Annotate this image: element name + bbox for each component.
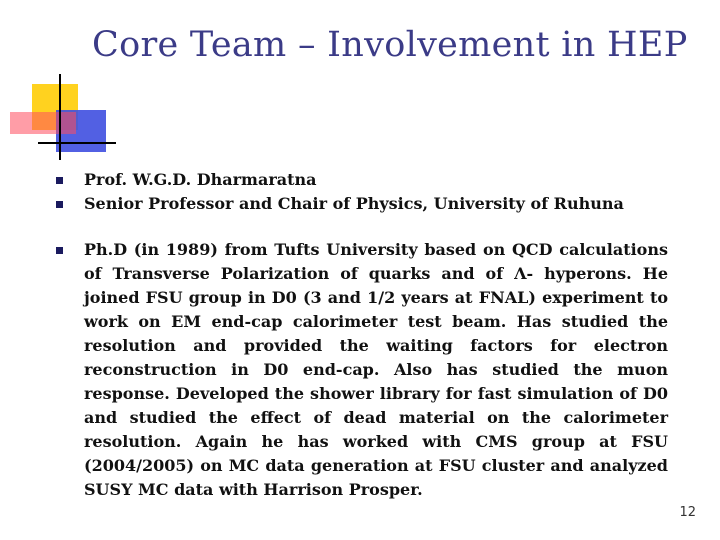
page-number: 12 <box>679 505 696 520</box>
bullet-item-background <box>56 238 668 502</box>
bullet-item-position <box>56 192 668 216</box>
deco-red-bar <box>10 112 76 134</box>
square-bullet-icon <box>56 247 63 254</box>
bullet-text: Senior Professor and Chair of Physics, University of Ruhuna <box>84 194 624 213</box>
bullet-list <box>56 168 668 502</box>
square-bullet-icon <box>56 177 63 184</box>
bullet-item-name <box>56 168 668 192</box>
slide-title: Core Team – Involvement in HEP <box>92 25 688 65</box>
square-bullet-icon <box>56 201 63 208</box>
bullet-text: Ph.D (in 1989) from Tufts University based on QCD calculations of Transverse Polarization of quarks and of Λ- hyperons. He joined FSU group in D0 (3 and 1/2 years at FNAL) experiment to work on EM end-cap calorimeter test beam. Has studied the resolution and provided the waiting factors for electron reconstruction in D0 end-cap. Also has studied the muon response. Developed the shower library for fast simulation of D0 and studied the effect of dead material on the calorimeter resolution. Again he has worked with CMS group at FSU (2004/2005) on MC data generation at FSU cluster and analyzed SUSY MC data with Harrison Prosper. <box>84 240 668 499</box>
bullet-text: Prof. W.G.D. Dharmaratna <box>84 170 317 189</box>
